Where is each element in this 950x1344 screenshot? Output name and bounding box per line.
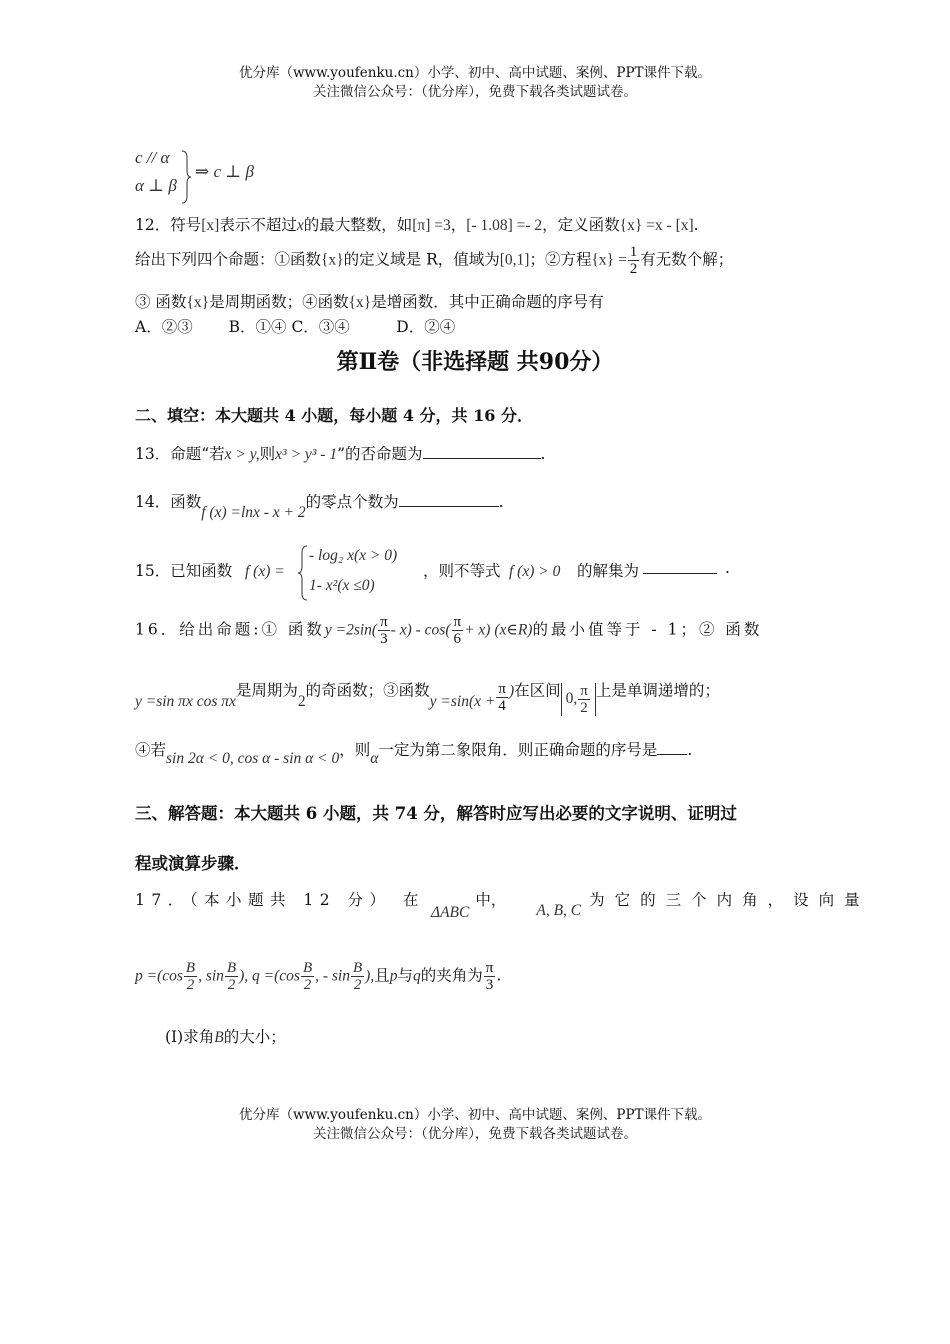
q16-line-2: y =sin πx cos πx是周期为2的奇函数；③函数y =sin(x + $\frac{\pi}{4}$ )在区间 0, $\frac{\pi}{2}$ 上是单调递增的； bbox=[135, 681, 720, 716]
q15-case-2: 1- x²(x ≤0) bbox=[309, 577, 375, 594]
footer-line-2: 关注微信公众号：（优分库），免费下载各类试题试卷。 bbox=[313, 1126, 637, 1142]
q13-line: 13．命题“若x > y,则x³ > y³ - 1”的否命题为 . bbox=[135, 445, 546, 463]
footer-line-1: 优分库（www.youfenku.cn）小学、初中、高中试题、案例、PPT课件下载。 bbox=[238, 1107, 712, 1123]
q17-line-3: (Ⅰ)求角B的大小； bbox=[165, 1028, 286, 1046]
q17-line-1: 17．（本小题共 12 分） 在ΔABC中，A, B, C为它的三个内角，设向量 bbox=[135, 891, 870, 921]
formula-row-2: α ⊥ β bbox=[135, 176, 177, 195]
q12-line-1: 12．符号[x]表示不超过x的最大整数，如[π] =3，[- 1.08] =- 2，定义函数{x} =x - [x]. bbox=[135, 216, 699, 234]
q16-line-1: 16．给出命题:① 函数y =2sin( $\frac{\pi}{3}$ - x) - cos( $\frac{\pi}{6}$ + x) (x∈R)的最小值等于 - 1；② 函数 bbox=[135, 614, 763, 647]
right-brace bbox=[180, 150, 192, 204]
q14-line: 14．函数f (x) =lnx - x + 2的零点个数为 . bbox=[135, 493, 504, 521]
q17-line-2: p =(cos $\frac{B}{2}$ , sin $\frac{B}{2}$ ), q =(cos $\frac{B}{2}$ , - sin $\frac{B}{2}$ ),且p与q的夹角为 $\frac{\pi}{3}$ . bbox=[135, 960, 502, 993]
answer-blank[interactable] bbox=[643, 559, 717, 574]
formula-top bbox=[135, 148, 295, 204]
formula-row-1: c // α bbox=[135, 148, 170, 167]
q16-line-3: ④若sin 2α < 0, cos α - sin α < 0，则α一定为第二象限角．则正确命题的序号是 . bbox=[135, 741, 693, 767]
part-2-heading: 二、填空：本大题共 4 小题，每小题 4 分，共 16 分． bbox=[135, 406, 533, 425]
answer-blank[interactable] bbox=[399, 492, 499, 507]
q12-line-2: 给出下列四个命题：①函数{x}的定义域是 R，值域为[0,1]；②方程{x} = $\frac{1}{2}$ 有无数个解； bbox=[135, 244, 734, 277]
page-footer bbox=[0, 1106, 950, 1144]
page-header bbox=[0, 64, 950, 102]
answer-blank[interactable] bbox=[423, 444, 541, 459]
part-3-heading-line-1: 三、解答题：本大题共 6 小题，共 74 分，解答时应写出必要的文字说明、证明过 bbox=[135, 804, 737, 823]
answer-blank[interactable] bbox=[657, 740, 687, 755]
part-3-heading-line-2: 程或演算步骤． bbox=[135, 854, 251, 873]
interval-bracket: 0, $\frac{\pi}{2}$ bbox=[561, 683, 596, 716]
formula-result: ⇒ c ⊥ β bbox=[195, 162, 254, 181]
q15-case-1: - log₂ x(x > 0) bbox=[309, 547, 398, 564]
header-line-2: 关注微信公众号：（优分库），免费下载各类试题试卷。 bbox=[313, 84, 637, 100]
fraction-one-half: $\frac{1}{2}$ bbox=[629, 244, 638, 277]
header-line-1: 优分库（www.youfenku.cn）小学、初中、高中试题、案例、PPT课件下载。 bbox=[238, 65, 712, 81]
left-brace bbox=[297, 545, 309, 601]
section-2-title: 第Ⅱ卷（非选择题 共90分） bbox=[336, 349, 614, 375]
q12-options: A．②③ B．①④ C．③④ D．②④ bbox=[135, 318, 456, 336]
q12-line-3: ③ 函数{x}是周期函数；④函数{x}是增函数．其中正确命题的序号有 bbox=[135, 293, 604, 311]
